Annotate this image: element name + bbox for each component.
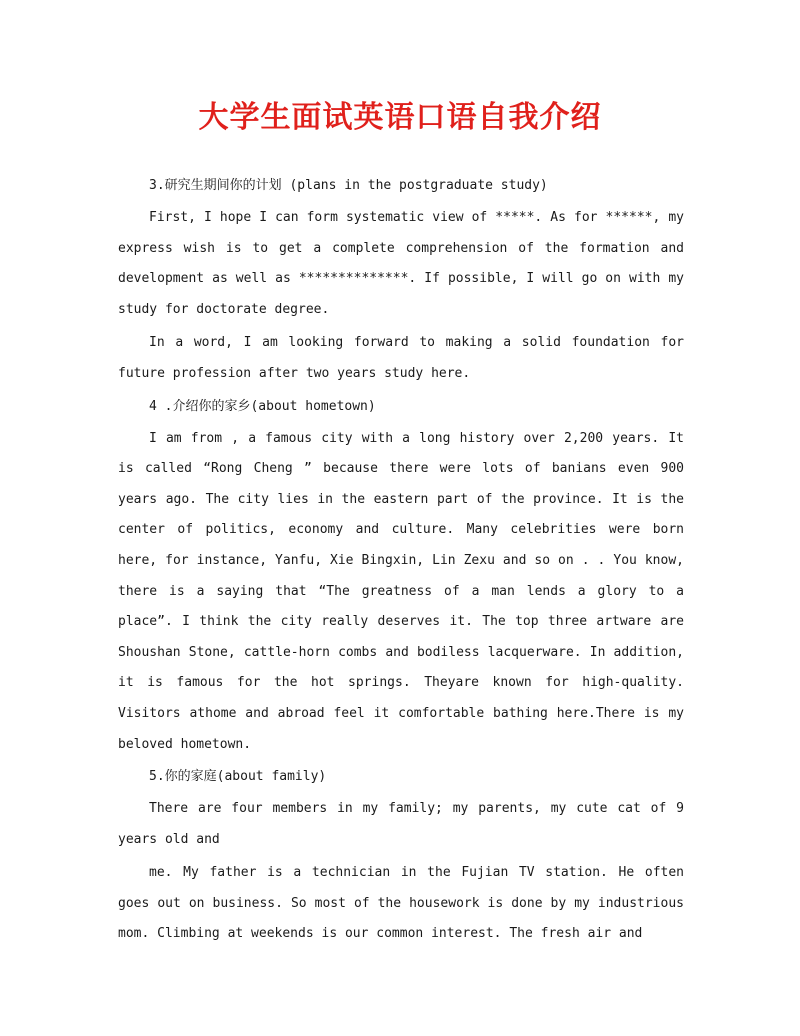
paragraph-family-1: There are four members in my family; my parents, my cute cat of 9 years old and (118, 801, 684, 847)
paragraph-hometown-1: I am from , a famous city with a long history over 2,200 years. It is called “Rong Cheng ” because there were lots of banians even 900 years ago. The city lies in the eastern part of the province. It is the center of politics, economy and culture. Many celebrities were born here, for instance, Yanfu, Xie Bingxin, Lin Zexu and so on . . You know, there is a saying that “The greatness of a man lends a glory to a place”. I think the city really deserves it. The top three artware are Shoushan Stone, cattle-horn combs and bodiless lacquerware. In addition, it is famous for the hot springs. Theyare known for high-quality. Visitors athome and abroad feel it comfortable bathing here.There is my beloved hometown. (118, 430, 684, 752)
paragraph-plans-1: First, I hope I can form systematic view of *****. As for ******, my express wish is to get a complete comprehension of the formation and development as well as **************. If possible, I will go on with my study for doctorate degree. (118, 210, 684, 317)
section-heading-family: 5.你的家庭(about family) (149, 769, 327, 785)
document-title: 大学生面试英语口语自我介绍 (198, 100, 602, 135)
paragraph-plans-2: In a word, I am looking forward to making a solid foundation for future profession after two years study here. (118, 335, 684, 381)
section-heading-plans: 3.研究生期间你的计划 (plans in the postgraduate study) (149, 178, 548, 193)
document-body (118, 172, 684, 953)
section-heading-hometown: 4 .介绍你的家乡(about hometown) (149, 398, 376, 414)
paragraph-family-2: me. My father is a technician in the Fujian TV station. He often goes out on business. So most of the housework is done by my industrious mom. Climbing at weekends is our common interest. The fresh air and (118, 865, 684, 942)
